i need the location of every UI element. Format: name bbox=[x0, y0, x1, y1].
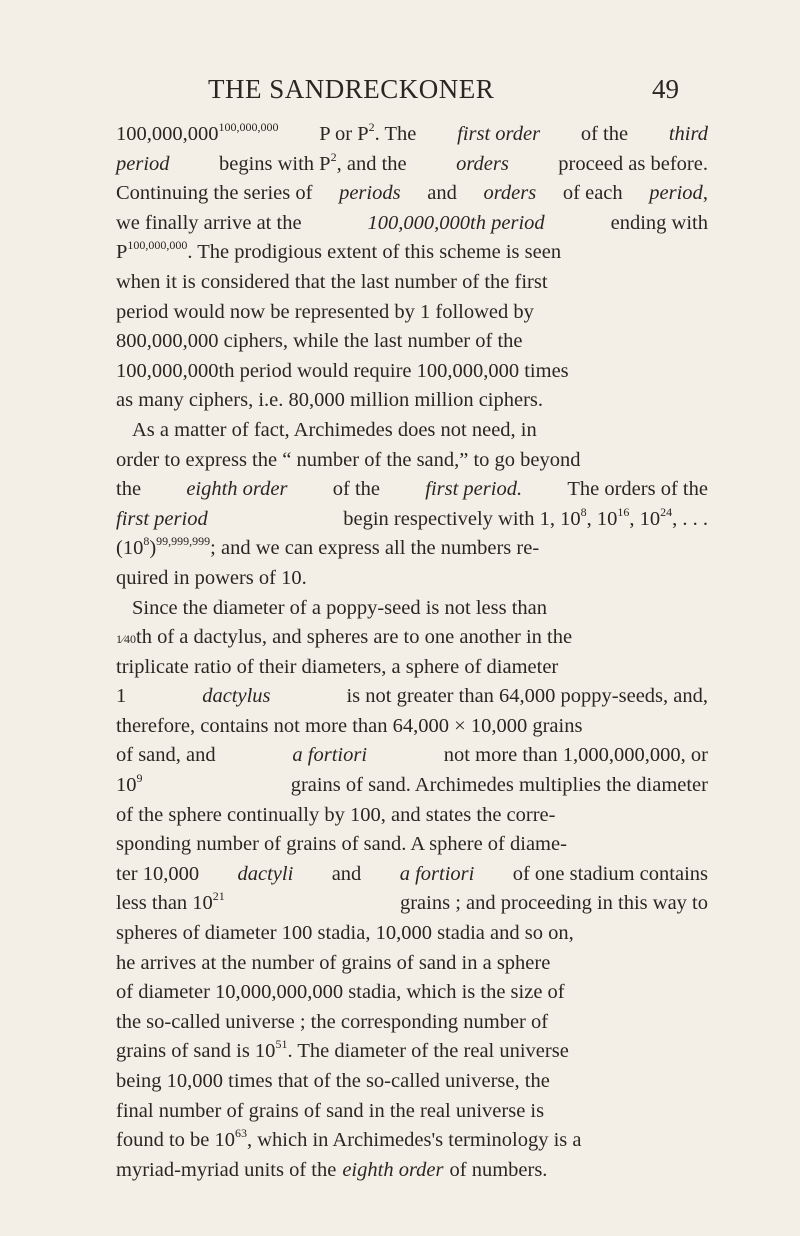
text-line: 1 dactylus is not greater than 64,000 poppy-seeds, and, bbox=[116, 685, 708, 708]
text-line: 100,000,000th period would require 100,000,000 times bbox=[116, 359, 569, 382]
text-line: period would now be represented by 1 followed by bbox=[116, 300, 534, 323]
text-line: as many ciphers, i.e. 80,000 million million ciphers. bbox=[116, 389, 544, 412]
text-line: the eighth order of the first period. The orders of the bbox=[116, 478, 708, 501]
text-line: when it is considered that the last number of the first bbox=[116, 270, 548, 293]
text-line: of the sphere continually by 100, and states the corre- bbox=[116, 803, 556, 826]
text-line: As a matter of fact, Archimedes does not need, in bbox=[132, 418, 537, 441]
text-line: $10^9$ grains of sand. Archimedes multiplies the diameter bbox=[116, 771, 708, 797]
body-text bbox=[116, 120, 708, 1185]
text-line: myriad-myriad units of the eighth order of numbers. bbox=[116, 1158, 548, 1181]
text-line: the so-called universe ; the corresponding number of bbox=[116, 1010, 549, 1033]
text-line: grains of sand is $10^{51}$. The diameter of the real universe bbox=[116, 1037, 569, 1063]
text-line: $(10^8)^{99,999,999}$; and we can express all the numbers re- bbox=[116, 534, 540, 560]
text-line: 100,000,000$^{100,000,000}$ P or $P^2$. The first order of the third bbox=[116, 120, 708, 145]
text-line: found to be $10^{63}$, which in Archimedes's terminology is a bbox=[116, 1126, 582, 1152]
text-line: quired in powers of 10. bbox=[116, 566, 307, 589]
text-line: order to express the “ number of the sand,” to go beyond bbox=[116, 448, 581, 471]
text-line: we finally arrive at the 100,000,000th period ending with bbox=[116, 211, 708, 234]
text-line: Since the diameter of a poppy-seed is not less than bbox=[132, 596, 548, 619]
text-line: of diameter 10,000,000,000 stadia, which is the size of bbox=[116, 981, 565, 1004]
text-line: therefore, contains not more than 64,000 × 10,000 grains bbox=[116, 714, 583, 737]
text-line: sponding number of grains of sand. A sphere of diame- bbox=[116, 833, 567, 856]
running-title: THE SANDRECKONER bbox=[208, 74, 495, 104]
text-line: P$^{100,000,000}$. The prodigious extent of this scheme is seen bbox=[116, 238, 562, 264]
text-line: spheres of diameter 100 stadia, 10,000 stadia and so on, bbox=[116, 922, 574, 945]
text-line: Continuing the series of periods and orders of each period, bbox=[116, 182, 708, 205]
text-line: first period begin respectively with 1, $10^8$, $10^{16}$, $10^{24}$, . . . bbox=[116, 504, 708, 530]
text-line: less than $10^{21}$ grains ; and proceeding in this way to bbox=[116, 889, 708, 915]
page-header bbox=[0, 74, 800, 114]
text-line: ter 10,000 dactyli and a fortiori of one stadium contains bbox=[116, 862, 708, 885]
page-number: 49 bbox=[652, 74, 679, 104]
text-line: 1⁄40th of a dactylus, and spheres are to one another in the bbox=[116, 626, 573, 649]
text-line: 800,000,000 ciphers, while the last number of the bbox=[116, 330, 523, 353]
text-line: final number of grains of sand in the real universe is bbox=[116, 1099, 545, 1122]
text-line: of sand, and a fortiori not more than 1,000,000,000, or bbox=[116, 744, 708, 767]
text-line: he arrives at the number of grains of sand in a sphere bbox=[116, 951, 551, 974]
text-line: period begins with $P^2$, and the orders proceed as before. bbox=[116, 149, 708, 175]
text-line: triplicate ratio of their diameters, a sphere of diameter bbox=[116, 655, 559, 678]
text-line: being 10,000 times that of the so-called universe, the bbox=[116, 1070, 550, 1092]
